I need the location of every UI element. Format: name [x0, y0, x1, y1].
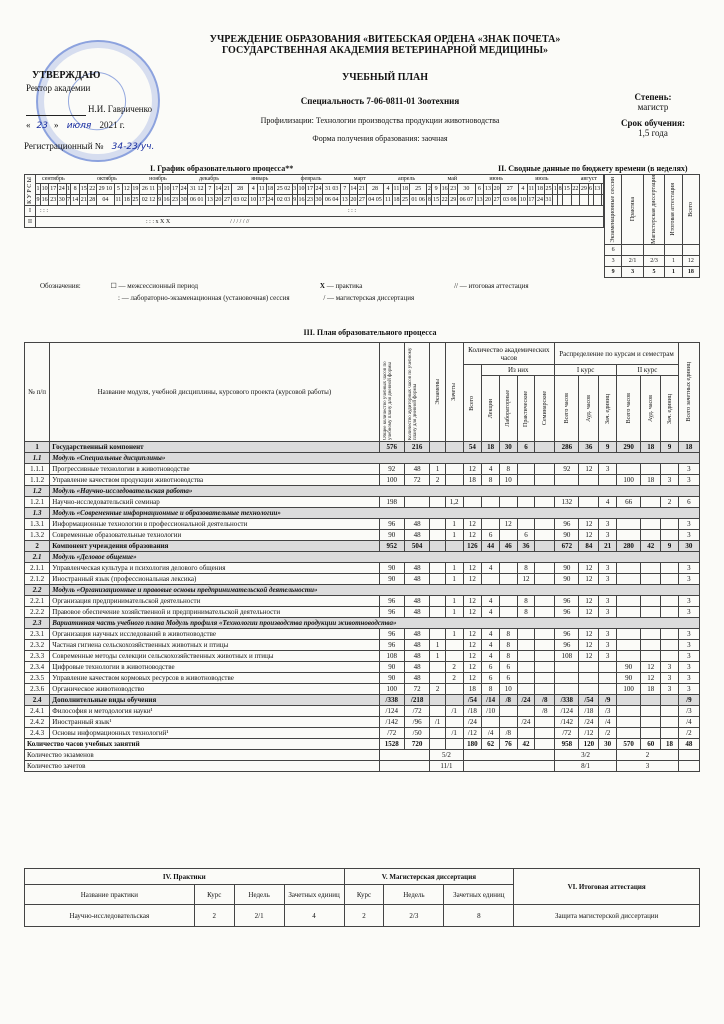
week-cell: 16	[440, 184, 449, 195]
week-cell: 8	[427, 195, 432, 206]
courses-header: К У Р С Ы	[25, 175, 36, 206]
legend-label: Обозначения:	[40, 282, 81, 290]
week-cell: 29	[580, 184, 589, 195]
module-row: 1.2 Модуль «Научно-исследовательская работа»	[25, 486, 700, 497]
plan-h-aud-hours-2: Ауд. часов	[647, 395, 654, 422]
week-cell: 21	[79, 195, 88, 206]
col-thesis-weeks: Недель	[384, 885, 444, 905]
week-cell: 11	[384, 195, 392, 206]
module-row: 2.3 Вариативная часть учебного плана Модуль профиля «Технологии производства продукции животноводства»	[25, 618, 700, 629]
rector-label: Ректор академии	[26, 83, 91, 93]
table-row: 2.2.1 Организация предпринимательской деятельности 96 48 1 12 4 8 96 12 3 3	[25, 596, 700, 607]
week-cell: 30	[314, 195, 323, 206]
budget-h-thesis: Магистерская диссертация	[651, 175, 658, 244]
week-cell: 06 07	[458, 195, 476, 206]
week-cell: 13	[206, 195, 215, 206]
week-cell: 5	[114, 184, 122, 195]
plan-h-course1: I курс	[555, 365, 617, 376]
week-cell: 16	[40, 195, 49, 206]
week-cell: 20	[492, 184, 501, 195]
plan-h-lab: Лабораторные	[505, 390, 512, 427]
week-cell: 14	[214, 184, 223, 195]
week-cell	[580, 195, 589, 206]
week-cell: 19	[131, 184, 140, 195]
plan-exam-count-row: Количество экзаменов 5/2 3/2 2	[25, 750, 700, 761]
week-cell: 1	[36, 184, 41, 195]
week-cell	[571, 195, 580, 206]
week-cell: 13	[341, 195, 350, 206]
schedule-course-1: I : : : : : :	[25, 206, 604, 217]
week-cell: 7	[66, 195, 71, 206]
week-cell: 6	[588, 184, 593, 195]
plan-h-credit-units-2: Зач. единиц	[666, 393, 673, 424]
budget-table	[604, 174, 700, 278]
week-cell: 04 05	[366, 195, 384, 206]
week-cell: 18	[401, 184, 410, 195]
plan-h-total-dnev: Общее количество учебных часов по учебному плану для дневной формы	[382, 361, 393, 440]
week-cell: 18	[266, 184, 275, 195]
week-cell: 23	[449, 184, 458, 195]
table-row: 1.1.2 Управление качеством продукции животноводства 100 72 2 18 8 10 100 18 3 3	[25, 475, 700, 486]
approve-day: 23	[36, 121, 48, 131]
reg-label: Регистрационный №	[24, 141, 104, 151]
study-form: Форма получения образования: заочная	[312, 134, 448, 143]
duration-label: Срок обучения:	[621, 118, 685, 128]
week-cell: 1	[553, 184, 558, 195]
plan-h-credit-units-1: Зач. единиц	[604, 393, 611, 424]
month-label: декабрь	[199, 176, 220, 182]
plan-h-total: Всего	[469, 395, 476, 411]
table-row: 2.2.2 Правовое обеспечение хозяйственной и предпринимательской деятельности 96 48 1 12 4 8 96 12 3 3	[25, 607, 700, 618]
plan-h-lect: Лекции	[487, 398, 494, 419]
week-cell: 21	[358, 184, 367, 195]
week-cell: 24	[57, 184, 66, 195]
week-cell: 23	[306, 195, 315, 206]
week-cell: 25	[409, 184, 427, 195]
week-cell: 4	[249, 184, 258, 195]
month-label: август	[580, 176, 597, 182]
plan-h-total-credits: Всего зачетных единиц	[685, 362, 692, 422]
org-title	[150, 34, 620, 56]
week-cell: 11	[257, 184, 266, 195]
week-cell: 13	[484, 184, 493, 195]
week-cell: 8	[71, 184, 80, 195]
week-cell: 9	[292, 195, 297, 206]
week-cell: 24	[314, 184, 323, 195]
week-top-row	[25, 184, 604, 195]
week-cell: 6	[475, 184, 484, 195]
week-cell: 30	[57, 195, 66, 206]
table-row: 1.3.1 Информационные технологии в профессиональной деятельности 96 48 1 12 12 96 12 3 3	[25, 519, 700, 530]
component-row: 1 Государственный компонент 576 216 54 18 30 6 286 36 9 290 18 9 18	[25, 442, 700, 453]
legend-item-4: : — лабораторно-экзаменационная (установочная) сессия	[118, 294, 290, 302]
module-row: 2.1 Модуль «Деловое общение»	[25, 552, 700, 563]
week-cell: 03 02	[231, 195, 249, 206]
month-label: январь	[251, 176, 269, 182]
budget-row-total: 9 3 5 1 18	[605, 266, 700, 277]
week-cell: 24	[266, 195, 275, 206]
week-cell: 9	[432, 184, 441, 195]
plan-h-aud-hours-1: Ауд. часов	[585, 395, 592, 422]
specialty: Специальность 7-06-0811-01 Зоотехния	[300, 96, 460, 106]
table-row: 2.3.4 Цифровые технологии в животноводстве 90 48 2 12 6 6 90 12 3 3	[25, 662, 700, 673]
week-cell: 27	[501, 184, 519, 195]
plan-table	[24, 342, 700, 772]
table-row: 2.3.2 Частная гигиена сельскохозяйственных животных и птицы 96 48 1 12 4 8 96 12 3 3	[25, 640, 700, 651]
week-cell: 12	[123, 184, 132, 195]
week-cell: 16	[297, 195, 306, 206]
week-cell: 15	[432, 195, 441, 206]
practice-title: IV. Практики	[25, 869, 345, 885]
approve-year: 2021 г.	[99, 120, 125, 130]
thesis-title: V. Магистерская диссертация	[344, 869, 514, 885]
budget-row-2: 3 2/1 2/3 1 12	[605, 255, 700, 266]
week-cell: 02 12	[140, 195, 158, 206]
plan-h-course2: II курс	[617, 365, 679, 376]
week-cell: 10	[249, 195, 258, 206]
col-thesis-course: Курс	[344, 885, 384, 905]
legend	[40, 282, 700, 302]
week-cell: 28	[88, 195, 97, 206]
week-cell: 21	[223, 184, 232, 195]
week-cell: 16	[162, 195, 171, 206]
bottom-table	[24, 868, 700, 927]
week-cell: 3	[157, 184, 162, 195]
org-line-1: УЧРЕЖДЕНИЕ ОБРАЗОВАНИЯ «ВИТЕБСКАЯ ОРДЕНА «ЗНАК ПОЧЕТА»	[209, 34, 561, 45]
plan-h-all-hours-2: Всего часов	[625, 393, 632, 424]
week-cell: 17	[306, 184, 315, 195]
plan-h-exams: Экзамены	[434, 379, 441, 405]
table-row: 2.4.1 Философия и методология науки¹ /124 /72 /1 /18 /10 /8 /124 /18 /3 /3	[25, 706, 700, 717]
week-cell: 17	[257, 195, 266, 206]
table-row: 2.3.5 Управление качеством кормовых ресурсов в животноводстве 90 48 2 12 6 6 90 12 3 3	[25, 673, 700, 684]
week-cell: 17	[171, 184, 180, 195]
plan-h-of-them: Из них	[482, 365, 555, 376]
plan-h-pract: Практические	[522, 390, 529, 427]
budget-title: II. Сводные данные по бюджету времени (в неделях)	[498, 164, 688, 173]
budget-h-final: Итоговая аттестация	[670, 183, 677, 236]
bottom-data-row: Научно-исследовательская 2 2/1 4 2 2/3 8 Защита магистерской диссертации	[25, 905, 700, 927]
final-title: VI. Итоговая аттестация	[514, 869, 700, 905]
week-cell: 28	[366, 184, 384, 195]
table-row: 1.3.2 Современные образовательные технологии 90 48 1 12 6 6 90 12 3 3	[25, 530, 700, 541]
doc-title: УЧЕБНЫЙ ПЛАН	[341, 72, 429, 83]
table-row: 2.4.2 Иностранный язык¹ /142 /96 /1 /24 /24 /142 /24 /4 /4	[25, 717, 700, 728]
plan-h-sem: Семинарские	[541, 391, 548, 426]
degree-block	[608, 92, 698, 112]
col-practice-units: Зачетных единиц	[284, 885, 344, 905]
rector-name: Н.И. Гавриченко	[88, 104, 153, 114]
month-label: май	[447, 176, 458, 182]
table-row: 2.1.2 Иностранный язык (профессиональная лексика) 90 48 1 12 12 90 12 3 3	[25, 574, 700, 585]
week-cell: 29	[449, 195, 458, 206]
week-cell: 24	[179, 184, 188, 195]
week-cell: 23	[171, 195, 180, 206]
week-cell: 26 11	[140, 184, 158, 195]
week-cell: 24	[536, 195, 545, 206]
week-cell: 27	[223, 195, 232, 206]
schedule-course-2: II : : : x X X / / / / / //	[25, 217, 604, 228]
week-cell: 13	[593, 184, 602, 195]
week-cell: 18	[123, 195, 132, 206]
week-cell: 01 06	[409, 195, 427, 206]
week-cell: 10	[162, 184, 171, 195]
date-quote: «	[26, 120, 31, 130]
org-line-2: ГОСУДАРСТВЕННАЯ АКАДЕМИЯ ВЕТЕРИНАРНОЙ МЕДИЦИНЫ»	[221, 45, 549, 56]
approve-month: июля	[66, 121, 92, 131]
table-row: 2.3.6 Органическое животноводство 100 72 2 18 8 10 100 18 3 3	[25, 684, 700, 695]
legend-item-1: ☐ — межсессионный период	[110, 282, 199, 290]
week-cell: 14	[71, 195, 80, 206]
profile: Профилизации: Технологии производства продукции животноводства	[260, 116, 500, 125]
module-row: 1.1 Модуль «Специальные дисциплины»	[25, 453, 700, 464]
week-cell	[563, 195, 572, 206]
week-cell: 25	[401, 195, 410, 206]
week-cell: 27	[492, 195, 501, 206]
budget-h-practice: Практика	[629, 197, 636, 222]
week-cell: 20	[214, 195, 223, 206]
table-row: 2.1.1 Управленческая культура и психология делового общения 90 48 1 12 4 8 90 12 3 3	[25, 563, 700, 574]
week-cell: 20	[349, 195, 358, 206]
registration	[24, 141, 154, 152]
week-cell: 9	[36, 195, 41, 206]
week-cell: 10	[519, 195, 528, 206]
week-cell: 30	[179, 195, 188, 206]
week-cell: 27	[358, 195, 367, 206]
week-cell: 18	[536, 184, 545, 195]
plan-h-academic: Количество академических часов	[463, 343, 555, 365]
month-label: июнь	[489, 176, 503, 182]
budget-h-total: Всего	[687, 202, 694, 217]
week-cell: 03 08	[501, 195, 519, 206]
week-cell: 31 12	[188, 184, 206, 195]
plan-title: III. План образовательного процесса	[303, 328, 437, 337]
module-row: 1.3 Модуль «Современные информационные и образовательные технологии»	[25, 508, 700, 519]
week-cell: 22	[88, 184, 97, 195]
week-cell: 2	[427, 184, 432, 195]
week-cell: 10	[297, 184, 306, 195]
budget-h-sessions: Экзаменационные сессии	[610, 176, 617, 243]
table-row: 1.2.1 Научно-исследовательский семинар 198 1,2 132 4 66 2 6	[25, 497, 700, 508]
week-cell: 22	[440, 195, 449, 206]
months-row	[36, 175, 604, 184]
budget-row-1: 6	[605, 244, 700, 255]
month-label: июль	[535, 176, 549, 182]
week-cell: 17	[527, 195, 536, 206]
week-cell: 25	[131, 195, 140, 206]
week-cell: 30	[458, 184, 476, 195]
week-cell: 7	[341, 184, 350, 195]
week-cell: 31	[544, 195, 553, 206]
week-bottom-row	[25, 195, 604, 206]
week-cell: 25	[544, 184, 553, 195]
legend-item-2: X — практика	[319, 282, 363, 290]
week-cell: 1	[66, 184, 71, 195]
plan-h-credits: Зачеты	[451, 383, 458, 401]
week-cell: 25 02	[275, 184, 293, 195]
week-cell: 3	[292, 184, 297, 195]
col-practice-weeks: Недель	[234, 885, 284, 905]
week-cell: 4	[384, 184, 392, 195]
plan-h-distribution: Распределение по курсам и семестрам	[555, 343, 679, 365]
week-cell: 13	[475, 195, 484, 206]
table-row: 1.1.1 Прогрессивные технологии в животноводстве 92 48 1 12 4 8 92 12 3 3	[25, 464, 700, 475]
week-cell: 31 03	[323, 184, 341, 195]
plan-credit-count-row: Количество зачетов 11/1 8/1 3	[25, 761, 700, 772]
month-label: февраль	[300, 176, 322, 182]
col-practice-name: Название практики	[25, 885, 195, 905]
week-cell: 04	[97, 195, 115, 206]
week-cell: 02 03	[275, 195, 293, 206]
component-row: 2.4 Дополнительные виды обучения /338 /218 /54 /14 /8 /24 /8 /338 /54 /9 /9	[25, 695, 700, 706]
week-cell: 18	[392, 195, 401, 206]
degree-label: Степень:	[634, 92, 672, 102]
plan-h-num: № п/п	[25, 343, 50, 442]
week-cell: 8	[558, 184, 563, 195]
plan-total-row: Количество часов учебных занятий 1528 720 180 62 76 42 958 120 30 570 60 18 48	[25, 739, 700, 750]
week-cell: 15	[563, 184, 572, 195]
month-label: ноябрь	[149, 176, 167, 182]
week-cell	[593, 195, 602, 206]
week-cell: 28	[231, 184, 249, 195]
plan-h-all-hours-1: Всего часов	[563, 393, 570, 424]
component-row: 2 Компонент учреждения образования 952 504 126 44 46 36 672 84 21 280 42 9 30	[25, 541, 700, 552]
approve-date: « 23 » июля 2021 г.	[26, 120, 125, 131]
week-cell: 11	[114, 195, 122, 206]
month-label: сентябрь	[42, 176, 65, 182]
table-row: 2.4.3 Основы информационных технологий¹ /72 /50 /1 /12 /4 /8 /72 /12 /2 /2	[25, 728, 700, 739]
approve-label: УТВЕРЖДАЮ	[32, 70, 101, 81]
plan-h-aud-dnev: Количество аудиторных часов по учебному плану для дневной формы	[408, 347, 419, 440]
week-cell: 06 04	[323, 195, 341, 206]
reg-number: 34-23/уч.	[111, 142, 155, 152]
module-row: 2.2 Модуль «Организационные и правовые основы предпринимательской деятельности»	[25, 585, 700, 596]
degree-value: магистр	[637, 102, 669, 112]
week-cell: 11	[392, 184, 401, 195]
duration-block	[608, 118, 698, 138]
week-cell: 9	[157, 195, 162, 206]
month-label: март	[353, 176, 366, 182]
table-row: 2.3.3 Современные методы селекции сельскохозяйственных животных и птицы 108 48 1 12 4 8 108 12 3 3	[25, 651, 700, 662]
week-cell: 14	[349, 184, 358, 195]
month-label: октябрь	[96, 176, 117, 182]
schedule-title: I. График образовательного процесса**	[150, 164, 294, 173]
week-cell: 23	[49, 195, 58, 206]
legend-item-3: // — итоговая аттестация	[454, 282, 529, 290]
week-cell: 20	[484, 195, 493, 206]
month-label: апрель	[397, 176, 416, 182]
col-practice-course: Курс	[194, 885, 234, 905]
week-cell: 11	[527, 184, 536, 195]
week-cell: 7	[206, 184, 215, 195]
week-cell: 10	[40, 184, 49, 195]
week-cell: 06 01	[188, 195, 206, 206]
week-cell: 15	[79, 184, 88, 195]
duration-value: 1,5 года	[638, 128, 668, 138]
week-cell: 17	[49, 184, 58, 195]
plan-h-name: Название модуля, учебной дисциплины, курсового проекта (курсовой работы)	[50, 343, 379, 442]
legend-item-5: / — магистерская диссертация	[323, 294, 415, 302]
week-cell: 22	[571, 184, 580, 195]
table-row: 2.3.1 Организация научных исследований в животноводстве 96 48 1 12 4 8 96 12 3 3	[25, 629, 700, 640]
col-thesis-units: Зачетных единиц	[444, 885, 514, 905]
schedule-table	[24, 174, 604, 228]
week-cell: 4	[519, 184, 528, 195]
week-cell: 29 10	[97, 184, 115, 195]
